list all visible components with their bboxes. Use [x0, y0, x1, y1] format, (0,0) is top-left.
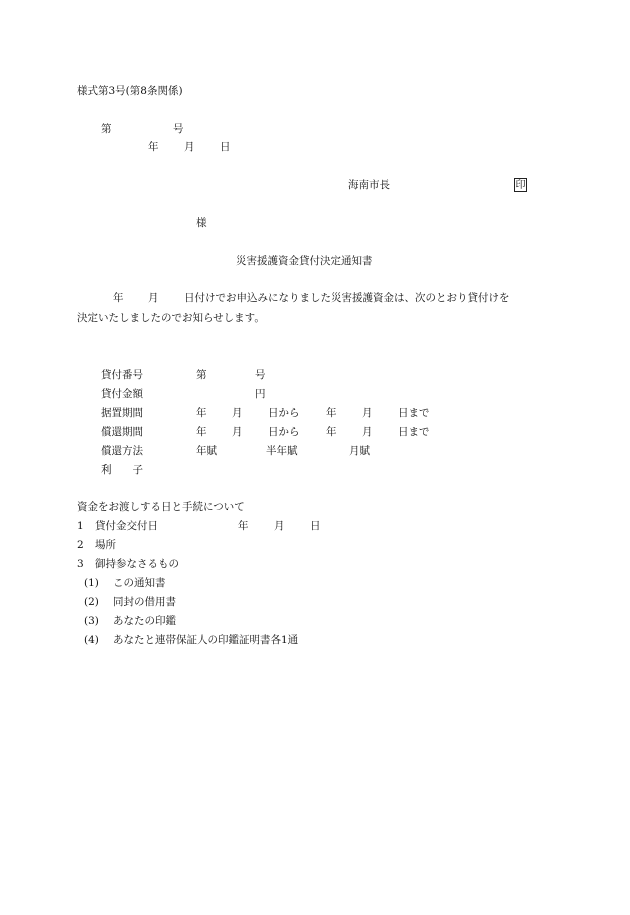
- item1-month: 月: [274, 520, 285, 532]
- grace-year: 年: [196, 407, 207, 419]
- loan-amount-unit: 円: [255, 388, 266, 400]
- item2-label: 場所: [95, 539, 116, 551]
- loan-amount-label: 貸付金額: [101, 388, 143, 400]
- loan-number-go: 号: [255, 369, 266, 381]
- repayment-period-label: 償還期間: [101, 426, 143, 438]
- repayment-method-label: 償還方法: [101, 445, 143, 457]
- item2-num: 2: [77, 539, 84, 551]
- item1-day: 日: [310, 520, 321, 532]
- repay-year2: 年: [326, 426, 337, 438]
- grace-period-label: 据置期間: [101, 407, 143, 419]
- grace-month2: 月: [362, 407, 373, 419]
- grace-year2: 年: [326, 407, 337, 419]
- loan-number-dai: 第: [196, 369, 207, 381]
- item3-num: 3: [77, 558, 84, 570]
- item1-label: 貸付金交付日: [95, 520, 158, 532]
- thing2-text: 同封の借用書: [113, 596, 176, 608]
- date-month: 月: [184, 141, 195, 153]
- date-year: 年: [148, 141, 159, 153]
- body-month: 月: [148, 292, 159, 304]
- repay-from: 日から: [268, 426, 300, 438]
- thing1-num: (1): [84, 577, 99, 589]
- thing4-text: あなたと連帯保証人の印鑑証明書各1通: [113, 634, 299, 646]
- addressee-sama: 様: [196, 217, 207, 229]
- thing1-text: この通知書: [113, 577, 166, 589]
- loan-number-label: 貸付番号: [101, 369, 143, 381]
- body-line1: 日付けでお申込みになりました災害援護資金は、次のとおり貸付けを: [184, 292, 510, 304]
- repay-month2: 月: [362, 426, 373, 438]
- date-day: 日: [220, 141, 231, 153]
- issuer-title: 海南市長: [348, 179, 390, 191]
- interest-label: 利 子: [101, 464, 143, 476]
- procedure-heading: 資金をお渡しする日と手続について: [77, 501, 245, 513]
- repay-year: 年: [196, 426, 207, 438]
- item1-year: 年: [238, 520, 249, 532]
- thing3-num: (3): [84, 615, 99, 627]
- grace-month: 月: [232, 407, 243, 419]
- form-label: 様式第3号(第8条関係): [77, 85, 183, 97]
- ref-dai: 第: [101, 123, 112, 135]
- thing2-num: (2): [84, 596, 99, 608]
- repay-until: 日まで: [398, 426, 430, 438]
- method-semiannual: 半年賦: [266, 445, 298, 457]
- document-title: 災害援護資金貸付決定通知書: [236, 255, 373, 267]
- repay-month: 月: [232, 426, 243, 438]
- body-year: 年: [113, 292, 124, 304]
- ref-go: 号: [173, 123, 184, 135]
- grace-from: 日から: [268, 407, 300, 419]
- grace-until: 日まで: [398, 407, 430, 419]
- seal-mark: 印: [515, 180, 526, 191]
- item1-num: 1: [77, 520, 84, 532]
- body-line2: 決定いたしましたのでお知らせします。: [77, 312, 265, 324]
- method-annual: 年賦: [196, 445, 217, 457]
- thing4-num: (4): [84, 634, 99, 646]
- thing3-text: あなたの印鑑: [113, 615, 176, 627]
- item3-label: 御持参なさるもの: [95, 558, 179, 570]
- method-monthly: 月賦: [349, 445, 370, 457]
